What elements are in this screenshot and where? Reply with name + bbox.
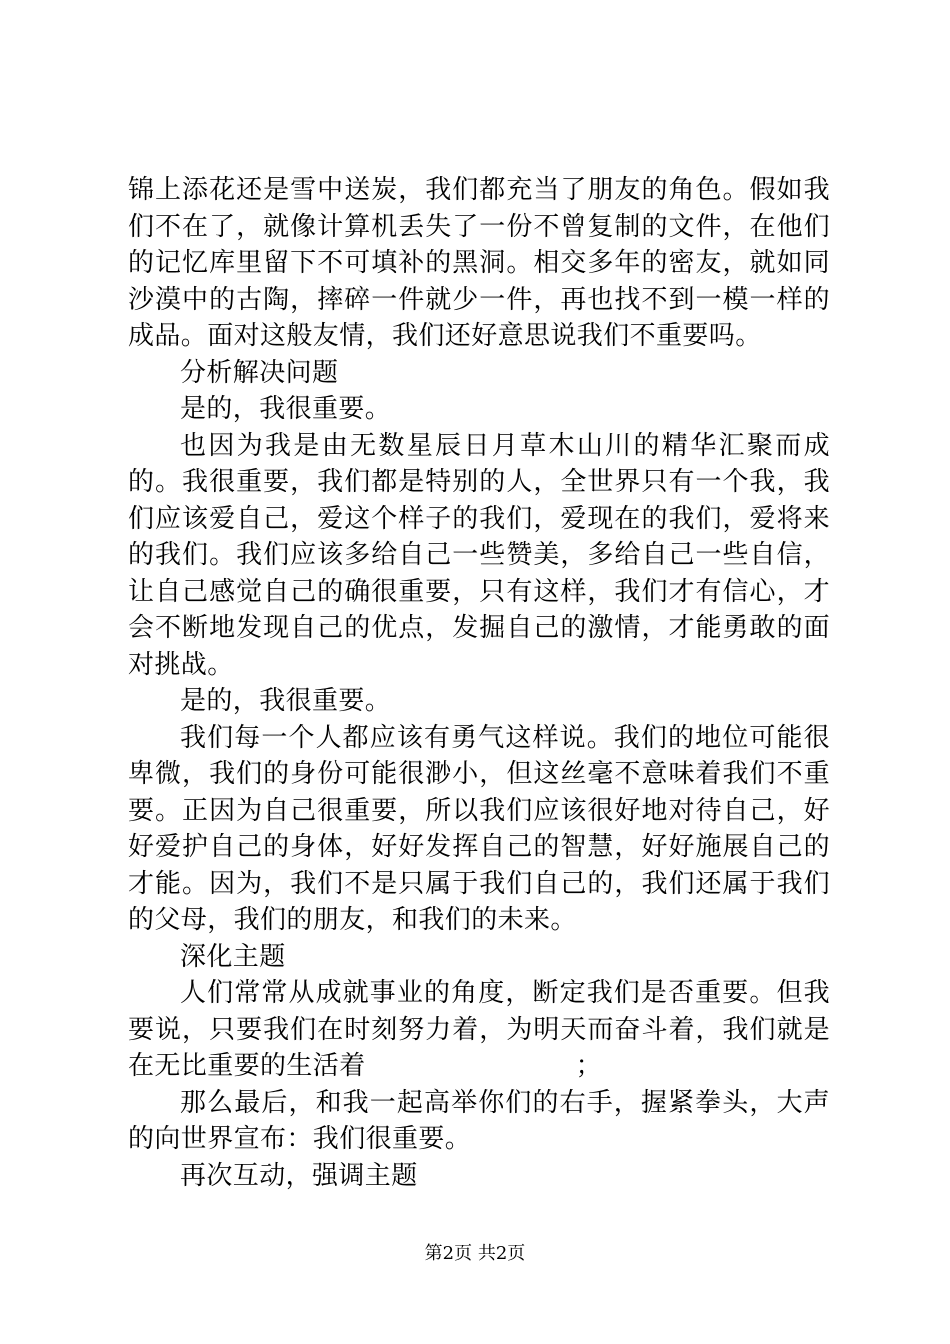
paragraph-friendship: 锦上添花还是雪中送炭，我们都充当了朋友的角色。假如我们不在了，就像计算机丢失了一份不曾复制的文件，在他们的记忆库里留下不可填补的黑洞。相交多年的密友，就如同沙漠中的古陶，摔碎一件就少一件，再也找不到一模一样的成品。面对这般友情，我们还好意思说我们不重要吗。 bbox=[128, 175, 830, 351]
section-heading-interaction: 再次互动，强调主题 bbox=[180, 1160, 418, 1191]
paragraph-closing: 那么最后，和我一起高举你们的右手，握紧拳头，大声的向世界宣布：我们很重要。 bbox=[128, 1087, 830, 1154]
statement-important-1: 是的，我很重要。 bbox=[180, 394, 392, 424]
paragraph-courage: 我们每一个人都应该有勇气这样说。我们的地位可能很卑微，我们的身份可能很渺小，但这丝毫不意味着我们不重要。正因为自己很重要，所以我们应该很好地对待自己，好好爱护自己的身体，好好发挥自己的智慧，好好施展自己的才能。因为，我们不是只属于我们自己的，我们还属于我们的父母，我们的朋友，和我们的未来。 bbox=[128, 722, 830, 935]
paragraph-achievement bbox=[128, 975, 830, 1085]
document-body bbox=[128, 172, 830, 1194]
statement-important-2: 是的，我很重要。 bbox=[180, 686, 392, 716]
paragraph-achievement-text: 人们常常从成就事业的角度，断定我们是否重要。但我要说，只要我们在时刻努力着，为明天而奋斗着，我们就是在无比重要的生活着 bbox=[128, 978, 830, 1081]
page-number-label: 第2页 共2页 bbox=[424, 1243, 526, 1264]
section-heading-deepen: 深化主题 bbox=[180, 941, 286, 972]
section-heading-analysis: 分析解决问题 bbox=[180, 357, 339, 388]
paragraph-achievement-tail: ； bbox=[575, 1051, 603, 1081]
paragraph-love-self: 也因为我是由无数星辰日月草木山川的精华汇聚而成的。我很重要，我们都是特别的人，全世界只有一个我，我们应该爱自己，爱这个样子的我们，爱现在的我们，爱将来的我们。我们应该多给自己一些赞美，多给自己一些自信，让自己感觉自己的确很重要，只有这样，我们才有信心，才会不断地发现自己的优点，发掘自己的激情，才能勇敢的面对挑战。 bbox=[128, 430, 830, 680]
page-footer bbox=[0, 1242, 950, 1266]
